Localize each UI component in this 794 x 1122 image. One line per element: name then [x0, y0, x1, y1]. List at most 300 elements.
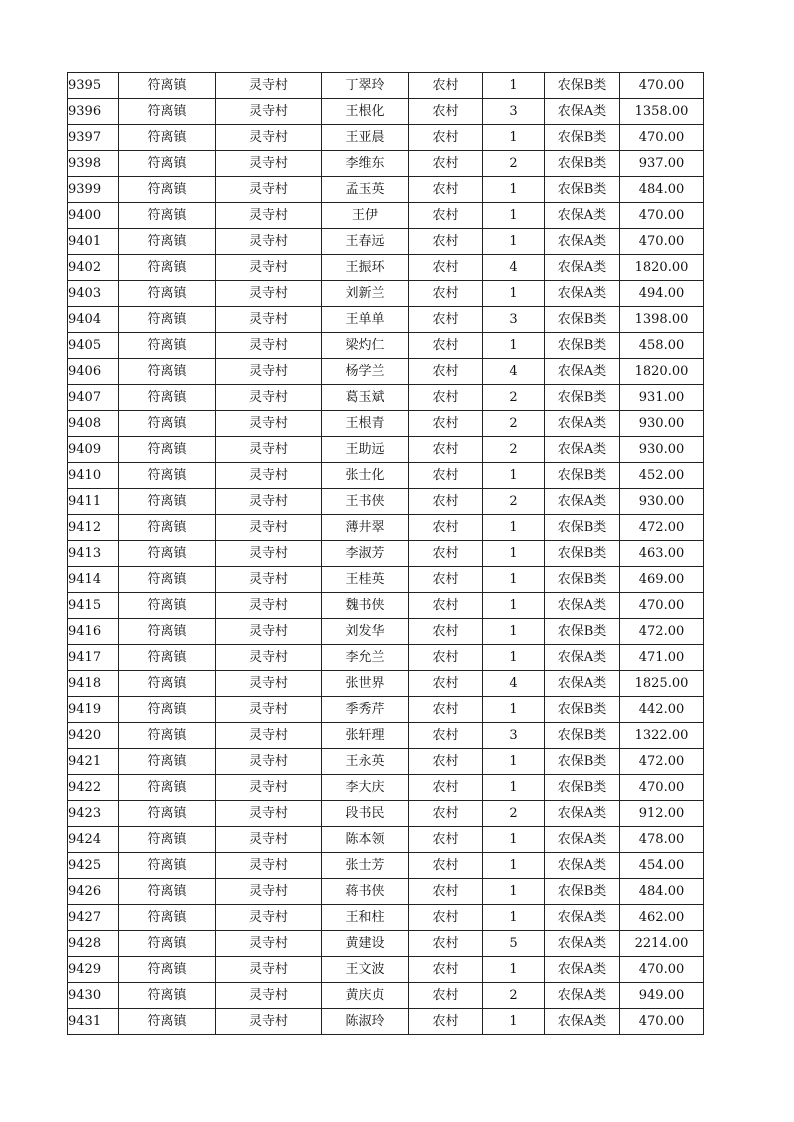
town-cell: 符离镇	[119, 593, 216, 619]
area-type-cell: 农村	[409, 801, 483, 827]
household-count-cell: 1	[483, 905, 545, 931]
insurance-category-cell: 农保A类	[545, 1009, 620, 1035]
table-row	[68, 99, 704, 125]
village-cell: 灵寺村	[216, 73, 322, 99]
town-cell: 符离镇	[119, 983, 216, 1009]
area-type-cell: 农村	[409, 879, 483, 905]
record-number-cell: 9418	[68, 671, 119, 697]
amount-cell: 930.00	[620, 437, 704, 463]
person-name-cell: 王文波	[322, 957, 409, 983]
village-cell: 灵寺村	[216, 827, 322, 853]
household-count-cell: 1	[483, 619, 545, 645]
table-row	[68, 853, 704, 879]
amount-cell: 949.00	[620, 983, 704, 1009]
person-name-cell: 王振环	[322, 255, 409, 281]
table-row	[68, 619, 704, 645]
village-cell: 灵寺村	[216, 645, 322, 671]
person-name-cell: 王单单	[322, 307, 409, 333]
household-count-cell: 3	[483, 99, 545, 125]
insurance-category-cell: 农保A类	[545, 489, 620, 515]
town-cell: 符离镇	[119, 827, 216, 853]
amount-cell: 931.00	[620, 385, 704, 411]
household-count-cell: 2	[483, 983, 545, 1009]
person-name-cell: 李维东	[322, 151, 409, 177]
insurance-category-cell: 农保A类	[545, 645, 620, 671]
town-cell: 符离镇	[119, 619, 216, 645]
insurance-category-cell: 农保A类	[545, 359, 620, 385]
village-cell: 灵寺村	[216, 437, 322, 463]
household-count-cell: 5	[483, 931, 545, 957]
amount-cell: 1820.00	[620, 255, 704, 281]
area-type-cell: 农村	[409, 1009, 483, 1035]
town-cell: 符离镇	[119, 723, 216, 749]
record-number-cell: 9427	[68, 905, 119, 931]
town-cell: 符离镇	[119, 203, 216, 229]
record-number-cell: 9401	[68, 229, 119, 255]
insurance-category-cell: 农保A类	[545, 99, 620, 125]
amount-cell: 2214.00	[620, 931, 704, 957]
household-count-cell: 1	[483, 697, 545, 723]
insurance-category-cell: 农保B类	[545, 307, 620, 333]
village-cell: 灵寺村	[216, 515, 322, 541]
person-name-cell: 王书侠	[322, 489, 409, 515]
person-name-cell: 梁灼仁	[322, 333, 409, 359]
area-type-cell: 农村	[409, 749, 483, 775]
town-cell: 符离镇	[119, 151, 216, 177]
table-row	[68, 593, 704, 619]
household-count-cell: 2	[483, 801, 545, 827]
person-name-cell: 薄井翠	[322, 515, 409, 541]
person-name-cell: 陈本领	[322, 827, 409, 853]
record-number-cell: 9422	[68, 775, 119, 801]
table-row	[68, 671, 704, 697]
household-count-cell: 1	[483, 333, 545, 359]
village-cell: 灵寺村	[216, 775, 322, 801]
area-type-cell: 农村	[409, 255, 483, 281]
town-cell: 符离镇	[119, 99, 216, 125]
household-count-cell: 1	[483, 645, 545, 671]
household-count-cell: 4	[483, 671, 545, 697]
area-type-cell: 农村	[409, 645, 483, 671]
household-count-cell: 3	[483, 723, 545, 749]
village-cell: 灵寺村	[216, 489, 322, 515]
town-cell: 符离镇	[119, 1009, 216, 1035]
insurance-category-cell: 农保A类	[545, 411, 620, 437]
village-cell: 灵寺村	[216, 671, 322, 697]
amount-cell: 470.00	[620, 125, 704, 151]
amount-cell: 930.00	[620, 411, 704, 437]
area-type-cell: 农村	[409, 151, 483, 177]
record-number-cell: 9407	[68, 385, 119, 411]
insurance-category-cell: 农保B类	[545, 541, 620, 567]
insurance-category-cell: 农保A类	[545, 827, 620, 853]
amount-cell: 470.00	[620, 957, 704, 983]
record-number-cell: 9397	[68, 125, 119, 151]
person-name-cell: 魏书侠	[322, 593, 409, 619]
person-name-cell: 李大庆	[322, 775, 409, 801]
household-count-cell: 1	[483, 957, 545, 983]
table-row	[68, 411, 704, 437]
amount-cell: 472.00	[620, 619, 704, 645]
village-cell: 灵寺村	[216, 255, 322, 281]
village-cell: 灵寺村	[216, 177, 322, 203]
insurance-category-cell: 农保A类	[545, 437, 620, 463]
village-cell: 灵寺村	[216, 1009, 322, 1035]
insurance-category-cell: 农保B类	[545, 619, 620, 645]
record-number-cell: 9405	[68, 333, 119, 359]
town-cell: 符离镇	[119, 879, 216, 905]
table-row	[68, 567, 704, 593]
amount-cell: 1825.00	[620, 671, 704, 697]
record-number-cell: 9425	[68, 853, 119, 879]
area-type-cell: 农村	[409, 983, 483, 1009]
table-row	[68, 515, 704, 541]
record-number-cell: 9428	[68, 931, 119, 957]
village-cell: 灵寺村	[216, 333, 322, 359]
village-cell: 灵寺村	[216, 567, 322, 593]
amount-cell: 454.00	[620, 853, 704, 879]
insurance-category-cell: 农保B类	[545, 515, 620, 541]
table-row	[68, 957, 704, 983]
insurance-category-cell: 农保B类	[545, 463, 620, 489]
village-cell: 灵寺村	[216, 99, 322, 125]
table-row	[68, 203, 704, 229]
household-count-cell: 2	[483, 437, 545, 463]
insurance-category-cell: 农保B类	[545, 125, 620, 151]
insurance-category-cell: 农保A类	[545, 255, 620, 281]
area-type-cell: 农村	[409, 333, 483, 359]
town-cell: 符离镇	[119, 931, 216, 957]
table-body	[68, 73, 704, 1035]
village-cell: 灵寺村	[216, 307, 322, 333]
area-type-cell: 农村	[409, 463, 483, 489]
person-name-cell: 杨学兰	[322, 359, 409, 385]
area-type-cell: 农村	[409, 177, 483, 203]
village-cell: 灵寺村	[216, 125, 322, 151]
area-type-cell: 农村	[409, 905, 483, 931]
area-type-cell: 农村	[409, 593, 483, 619]
person-name-cell: 葛玉斌	[322, 385, 409, 411]
amount-cell: 442.00	[620, 697, 704, 723]
insurance-category-cell: 农保B类	[545, 333, 620, 359]
table-row	[68, 905, 704, 931]
person-name-cell: 季秀芹	[322, 697, 409, 723]
town-cell: 符离镇	[119, 125, 216, 151]
area-type-cell: 农村	[409, 307, 483, 333]
insurance-category-cell: 农保B类	[545, 73, 620, 99]
amount-cell: 452.00	[620, 463, 704, 489]
household-count-cell: 1	[483, 203, 545, 229]
household-count-cell: 2	[483, 385, 545, 411]
village-cell: 灵寺村	[216, 359, 322, 385]
village-cell: 灵寺村	[216, 385, 322, 411]
village-cell: 灵寺村	[216, 697, 322, 723]
table-row	[68, 645, 704, 671]
amount-cell: 470.00	[620, 775, 704, 801]
table-row	[68, 697, 704, 723]
amount-cell: 469.00	[620, 567, 704, 593]
table-row	[68, 775, 704, 801]
insurance-category-cell: 农保A类	[545, 957, 620, 983]
area-type-cell: 农村	[409, 489, 483, 515]
record-number-cell: 9430	[68, 983, 119, 1009]
area-type-cell: 农村	[409, 827, 483, 853]
town-cell: 符离镇	[119, 489, 216, 515]
village-cell: 灵寺村	[216, 463, 322, 489]
person-name-cell: 李淑芳	[322, 541, 409, 567]
town-cell: 符离镇	[119, 255, 216, 281]
area-type-cell: 农村	[409, 385, 483, 411]
town-cell: 符离镇	[119, 437, 216, 463]
record-number-cell: 9413	[68, 541, 119, 567]
village-cell: 灵寺村	[216, 749, 322, 775]
town-cell: 符离镇	[119, 957, 216, 983]
area-type-cell: 农村	[409, 411, 483, 437]
town-cell: 符离镇	[119, 515, 216, 541]
record-number-cell: 9412	[68, 515, 119, 541]
person-name-cell: 刘发华	[322, 619, 409, 645]
table-row	[68, 801, 704, 827]
household-count-cell: 1	[483, 73, 545, 99]
household-count-cell: 1	[483, 463, 545, 489]
village-cell: 灵寺村	[216, 879, 322, 905]
town-cell: 符离镇	[119, 567, 216, 593]
amount-cell: 1398.00	[620, 307, 704, 333]
household-count-cell: 2	[483, 489, 545, 515]
town-cell: 符离镇	[119, 775, 216, 801]
record-number-cell: 9417	[68, 645, 119, 671]
table-row	[68, 1009, 704, 1035]
record-number-cell: 9419	[68, 697, 119, 723]
household-count-cell: 1	[483, 1009, 545, 1035]
amount-cell: 1322.00	[620, 723, 704, 749]
record-number-cell: 9429	[68, 957, 119, 983]
village-cell: 灵寺村	[216, 983, 322, 1009]
table-row	[68, 151, 704, 177]
household-count-cell: 1	[483, 749, 545, 775]
amount-cell: 470.00	[620, 593, 704, 619]
household-count-cell: 1	[483, 177, 545, 203]
town-cell: 符离镇	[119, 359, 216, 385]
village-cell: 灵寺村	[216, 723, 322, 749]
amount-cell: 463.00	[620, 541, 704, 567]
record-number-cell: 9420	[68, 723, 119, 749]
record-number-cell: 9410	[68, 463, 119, 489]
town-cell: 符离镇	[119, 333, 216, 359]
household-count-cell: 1	[483, 853, 545, 879]
amount-cell: 470.00	[620, 229, 704, 255]
area-type-cell: 农村	[409, 99, 483, 125]
amount-cell: 478.00	[620, 827, 704, 853]
table-row	[68, 385, 704, 411]
record-number-cell: 9399	[68, 177, 119, 203]
amount-cell: 458.00	[620, 333, 704, 359]
person-name-cell: 王根化	[322, 99, 409, 125]
household-count-cell: 1	[483, 593, 545, 619]
household-count-cell: 1	[483, 229, 545, 255]
person-name-cell: 段书民	[322, 801, 409, 827]
record-number-cell: 9424	[68, 827, 119, 853]
person-name-cell: 黄建设	[322, 931, 409, 957]
insurance-category-cell: 农保B类	[545, 723, 620, 749]
household-count-cell: 2	[483, 151, 545, 177]
insurance-category-cell: 农保B类	[545, 151, 620, 177]
record-number-cell: 9402	[68, 255, 119, 281]
insurance-category-cell: 农保A类	[545, 931, 620, 957]
village-cell: 灵寺村	[216, 541, 322, 567]
town-cell: 符离镇	[119, 671, 216, 697]
area-type-cell: 农村	[409, 203, 483, 229]
record-number-cell: 9416	[68, 619, 119, 645]
table-row	[68, 879, 704, 905]
area-type-cell: 农村	[409, 359, 483, 385]
record-number-cell: 9404	[68, 307, 119, 333]
amount-cell: 1358.00	[620, 99, 704, 125]
town-cell: 符离镇	[119, 697, 216, 723]
amount-cell: 472.00	[620, 749, 704, 775]
area-type-cell: 农村	[409, 567, 483, 593]
amount-cell: 471.00	[620, 645, 704, 671]
person-name-cell: 刘新兰	[322, 281, 409, 307]
village-cell: 灵寺村	[216, 619, 322, 645]
record-number-cell: 9400	[68, 203, 119, 229]
town-cell: 符离镇	[119, 307, 216, 333]
area-type-cell: 农村	[409, 73, 483, 99]
village-cell: 灵寺村	[216, 281, 322, 307]
table-row	[68, 541, 704, 567]
insurance-category-cell: 农保B类	[545, 775, 620, 801]
household-count-cell: 1	[483, 281, 545, 307]
record-number-cell: 9398	[68, 151, 119, 177]
area-type-cell: 农村	[409, 931, 483, 957]
record-number-cell: 9421	[68, 749, 119, 775]
record-number-cell: 9426	[68, 879, 119, 905]
record-number-cell: 9409	[68, 437, 119, 463]
household-count-cell: 1	[483, 541, 545, 567]
amount-cell: 1820.00	[620, 359, 704, 385]
table-row	[68, 177, 704, 203]
insurance-category-cell: 农保A类	[545, 203, 620, 229]
village-cell: 灵寺村	[216, 957, 322, 983]
record-number-cell: 9431	[68, 1009, 119, 1035]
insurance-category-cell: 农保A类	[545, 801, 620, 827]
insurance-category-cell: 农保B类	[545, 385, 620, 411]
insurance-category-cell: 农保B类	[545, 697, 620, 723]
insurance-category-cell: 农保A类	[545, 671, 620, 697]
person-name-cell: 黄庆贞	[322, 983, 409, 1009]
table-row	[68, 359, 704, 385]
household-count-cell: 4	[483, 255, 545, 281]
person-name-cell: 王助远	[322, 437, 409, 463]
table-row	[68, 827, 704, 853]
record-number-cell: 9415	[68, 593, 119, 619]
town-cell: 符离镇	[119, 281, 216, 307]
town-cell: 符离镇	[119, 463, 216, 489]
person-name-cell: 蒋书侠	[322, 879, 409, 905]
record-number-cell: 9423	[68, 801, 119, 827]
area-type-cell: 农村	[409, 619, 483, 645]
town-cell: 符离镇	[119, 177, 216, 203]
insurance-category-cell: 农保A类	[545, 853, 620, 879]
amount-cell: 494.00	[620, 281, 704, 307]
insurance-category-cell: 农保A类	[545, 281, 620, 307]
table-row	[68, 931, 704, 957]
table-row	[68, 463, 704, 489]
table-row	[68, 333, 704, 359]
table-row	[68, 723, 704, 749]
relief-roster-table	[67, 72, 704, 1035]
record-number-cell: 9395	[68, 73, 119, 99]
household-count-cell: 3	[483, 307, 545, 333]
town-cell: 符离镇	[119, 73, 216, 99]
amount-cell: 937.00	[620, 151, 704, 177]
town-cell: 符离镇	[119, 541, 216, 567]
record-number-cell: 9411	[68, 489, 119, 515]
person-name-cell: 张士化	[322, 463, 409, 489]
person-name-cell: 李允兰	[322, 645, 409, 671]
village-cell: 灵寺村	[216, 801, 322, 827]
table-row	[68, 229, 704, 255]
record-number-cell: 9414	[68, 567, 119, 593]
area-type-cell: 农村	[409, 853, 483, 879]
person-name-cell: 王和柱	[322, 905, 409, 931]
area-type-cell: 农村	[409, 541, 483, 567]
person-name-cell: 王春远	[322, 229, 409, 255]
table-row	[68, 281, 704, 307]
table-row	[68, 983, 704, 1009]
household-count-cell: 1	[483, 775, 545, 801]
household-count-cell: 1	[483, 125, 545, 151]
household-count-cell: 1	[483, 827, 545, 853]
area-type-cell: 农村	[409, 515, 483, 541]
person-name-cell: 张轩理	[322, 723, 409, 749]
person-name-cell: 王桂英	[322, 567, 409, 593]
village-cell: 灵寺村	[216, 203, 322, 229]
household-count-cell: 1	[483, 879, 545, 905]
village-cell: 灵寺村	[216, 593, 322, 619]
household-count-cell: 1	[483, 567, 545, 593]
record-number-cell: 9403	[68, 281, 119, 307]
amount-cell: 470.00	[620, 1009, 704, 1035]
amount-cell: 912.00	[620, 801, 704, 827]
area-type-cell: 农村	[409, 125, 483, 151]
household-count-cell: 2	[483, 411, 545, 437]
record-number-cell: 9396	[68, 99, 119, 125]
insurance-category-cell: 农保B类	[545, 879, 620, 905]
area-type-cell: 农村	[409, 723, 483, 749]
person-name-cell: 陈淑玲	[322, 1009, 409, 1035]
amount-cell: 462.00	[620, 905, 704, 931]
town-cell: 符离镇	[119, 801, 216, 827]
town-cell: 符离镇	[119, 385, 216, 411]
household-count-cell: 4	[483, 359, 545, 385]
village-cell: 灵寺村	[216, 151, 322, 177]
amount-cell: 470.00	[620, 203, 704, 229]
area-type-cell: 农村	[409, 229, 483, 255]
table-row	[68, 749, 704, 775]
table-row	[68, 489, 704, 515]
amount-cell: 470.00	[620, 73, 704, 99]
town-cell: 符离镇	[119, 853, 216, 879]
person-name-cell: 张士芳	[322, 853, 409, 879]
village-cell: 灵寺村	[216, 931, 322, 957]
table-row	[68, 125, 704, 151]
table-row	[68, 437, 704, 463]
person-name-cell: 丁翠玲	[322, 73, 409, 99]
table-row	[68, 307, 704, 333]
village-cell: 灵寺村	[216, 229, 322, 255]
insurance-category-cell: 农保B类	[545, 177, 620, 203]
